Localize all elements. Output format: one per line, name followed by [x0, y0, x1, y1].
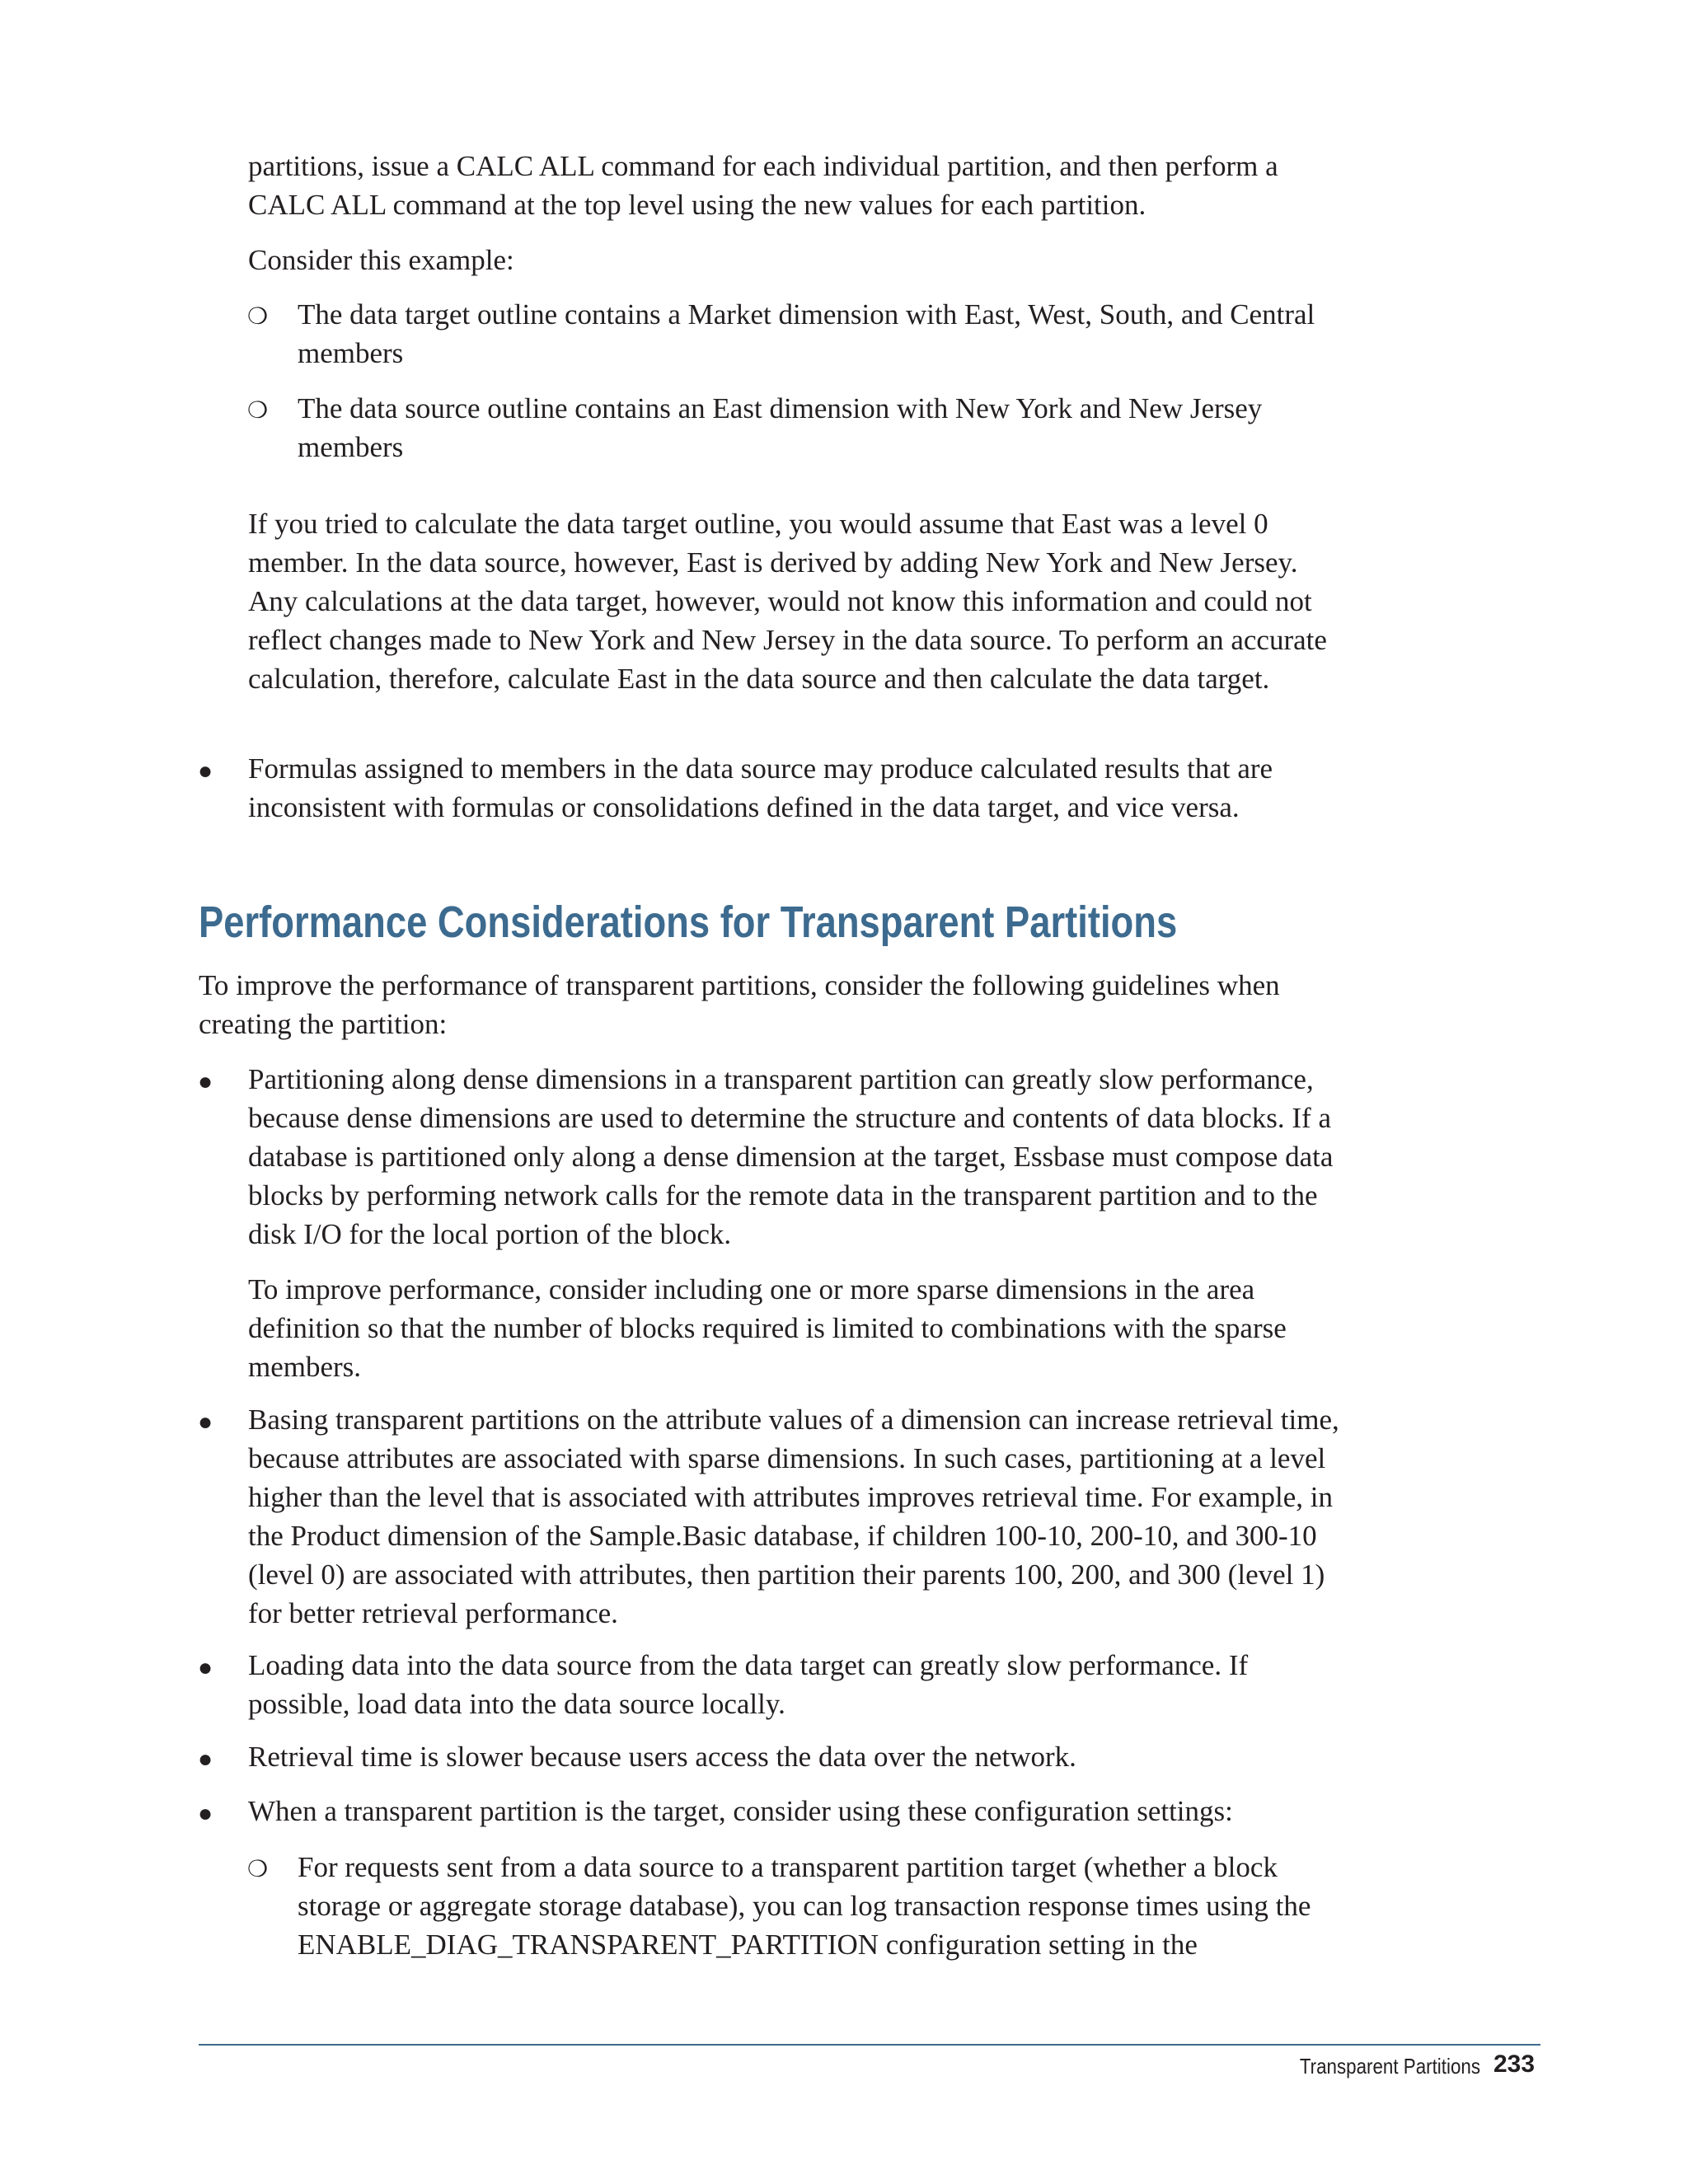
bullet-marker: ● — [198, 1746, 213, 1773]
bullet-formulas: Formulas assigned to members in the data source may produce calculated results that are inconsistent with formulas or consolidations defined in the data target, and vice versa. — [248, 752, 1273, 823]
bullet-marker: ● — [198, 1408, 213, 1436]
intro-paragraph: partitions, issue a CALC ALL command for each individual partition, and then perform a CALC ALL command at the top level using the new values for each partition. — [248, 150, 1278, 221]
sub-bullet-marker: ❍ — [247, 1857, 269, 1882]
east-explanation-paragraph: If you tried to calculate the data target outline, you would assume that East was a level 0 member. In the data source, however, East is derived by adding New York and New Jersey. Any calculations at the data target, however, would not know this information and could not reflect changes made to New York and New Jersey in the data source. To perform an accurate calculation, therefore, calculate East in the data source and then calculate the data target. — [248, 508, 1327, 695]
example-intro: Consider this example: — [248, 244, 514, 276]
section-heading: Performance Considerations for Transparent Partitions — [199, 898, 1178, 947]
sub-bullet-market: The data target outline contains a Market dimension with East, West, South, and Central members — [298, 298, 1315, 369]
page-number: 233 — [1493, 2050, 1536, 2078]
bullet-loading: Loading data into the data source from the data target can greatly slow performance. If possible, load data into the data source locally. — [248, 1649, 1249, 1720]
improve-paragraph: To improve the performance of transparent partitions, consider the following guidelines when creating the partition: — [199, 969, 1280, 1040]
bullet-attributes: Basing transparent partitions on the attribute values of a dimension can increase retrieval time, because attributes are associated with sparse dimensions. In such cases, partitioning at a level higher than the level that is associated with attributes improves retrieval time. For example, in the Product dimension of the Sample.Basic database, if children 100-10, 200-10, and 300-10 (level 0) are associated with attributes, then partition their parents 100, 200, and 300 (level 1) for better retrieval performance. — [248, 1404, 1339, 1629]
footer-rule — [199, 2044, 1540, 2046]
sparse-paragraph: To improve performance, consider including one or more sparse dimensions in the area definition so that the number of blocks required is limited to combinations with the sparse members. — [248, 1273, 1287, 1383]
footer-section-title: Transparent Partitions — [1299, 2054, 1480, 2079]
bullet-config: When a transparent partition is the target, consider using these configuration settings: — [248, 1795, 1233, 1827]
bullet-dense-dimensions: Partitioning along dense dimensions in a transparent partition can greatly slow performance, because dense dimensions are used to determine the structure and contents of data blocks. If a database is partitioned only along a dense dimension at the target, Essbase must compose data blocks by performing network calls for the remote data in the transparent partition and to the disk I/O for the local portion of the block. — [248, 1063, 1334, 1250]
bullet-retrieval: Retrieval time is slower because users access the data over the network. — [248, 1741, 1076, 1773]
bullet-marker: ● — [198, 1800, 213, 1827]
sub-bullet-requests: For requests sent from a data source to a transparent partition target (whether a block storage or aggregate storage database), you can log transaction response times using the ENABLE_DIAG_TRANSPARENT_PARTITION configuration setting in the — [298, 1851, 1311, 1961]
sub-bullet-marker: ❍ — [247, 398, 269, 424]
sub-bullet-marker: ❍ — [247, 304, 269, 330]
bullet-marker: ● — [198, 1654, 213, 1681]
bullet-marker: ● — [198, 1068, 213, 1095]
bullet-marker: ● — [198, 757, 213, 785]
sub-bullet-east: The data source outline contains an East dimension with New York and New Jersey members — [298, 392, 1263, 463]
